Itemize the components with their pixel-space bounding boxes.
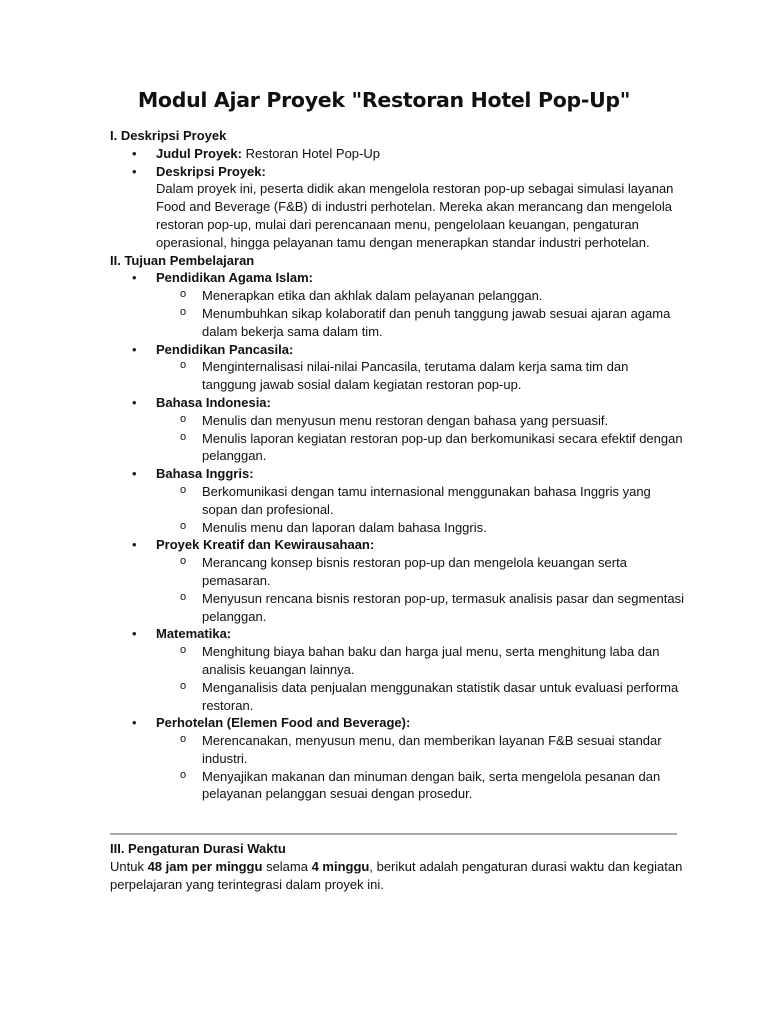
subject-objectives [156, 732, 685, 803]
judul-value: Restoran Hotel Pop-Up [241, 145, 380, 161]
deskripsi-text: Dalam proyek ini, peserta didik akan mengelola restoran pop-up sebagai simulasi layanan Food and Beverage (F&B) di industri perhotelan. Mereka akan merancang dan mengelola restoran pop-up, mulai dari perencanaan menu, pengelolaan keuangan, pengaturan operasional, hingga pelayanan tamu dengan menerapkan standar industri perhotelan. [156, 181, 674, 250]
subject-name: Perhotelan (Elemen Food and Beverage): [156, 715, 411, 731]
objective-item: o Menyajikan makanan dan minuman dengan baik, serta mengelola pesanan dan pelayanan pelanggan sesuai dengan prosedur. [110, 768, 685, 804]
objective-item: o Menginternalisasi nilai-nilai Pancasila, terutama dalam kerja sama tim dan tanggung jawab sosial dalam kegiatan restoran pop-up. [110, 358, 685, 394]
subject-item [110, 269, 685, 340]
document-body [110, 127, 685, 803]
subject-item [110, 714, 685, 803]
subject-name: Matematika: [156, 626, 232, 642]
section-2-heading: II. Tujuan Pembelajaran [110, 252, 255, 268]
list-item [110, 145, 685, 163]
objective-item: o Menulis menu dan laporan dalam bahasa Inggris. [110, 519, 685, 537]
objective-item: o Menumbuhkan sikap kolaboratif dan penuh tanggung jawab sesuai ajaran agama dalam bekerja sama dalam tim. [110, 305, 685, 341]
section-2-list [110, 269, 685, 803]
paragraph-text: , berikut adalah pengaturan durasi waktu dan kegiatan perpelajaran yang terintegrasi dalam proyek ini. [110, 858, 683, 892]
horizontal-divider [110, 833, 677, 835]
subject-item [110, 394, 685, 465]
subject-objectives [156, 358, 685, 394]
objective-item: o Merancang konsep bisnis restoran pop-up dan mengelola keuangan serta pemasaran. [110, 554, 685, 590]
paragraph-text: Untuk [110, 858, 148, 874]
objective-item: o Berkomunikasi dengan tamu internasional menggunakan bahasa Inggris yang sopan dan profesional. [110, 483, 685, 519]
objective-item: o Menulis laporan kegiatan restoran pop-up dan berkomunikasi secara efektif dengan pelanggan. [110, 430, 685, 466]
subject-objectives [156, 554, 685, 625]
objective-item: o Menulis dan menyusun menu restoran dengan bahasa yang persuasif. [110, 412, 685, 430]
subject-objectives [156, 412, 685, 465]
section-1-heading: I. Deskripsi Proyek [110, 128, 227, 143]
subject-name: Pendidikan Pancasila: [156, 341, 294, 357]
judul-label: Judul Proyek: [156, 145, 242, 161]
subject-objectives [156, 643, 685, 714]
paragraph-bold: 48 jam per minggu [147, 858, 263, 874]
objective-item: o Menghitung biaya bahan baku dan harga jual menu, serta menghitung laba dan analisis keuangan lainnya. [110, 643, 685, 679]
section-1-list [110, 145, 685, 252]
subject-item [110, 465, 685, 536]
deskripsi-label: Deskripsi Proyek: [156, 163, 266, 179]
paragraph-bold: 4 minggu [311, 858, 370, 874]
document-title: Modul Ajar Proyek "Restoran Hotel Pop-Up" [137, 88, 631, 112]
subject-name: Proyek Kreatif dan Kewirausahaan: [156, 537, 375, 553]
subject-name: Pendidikan Agama Islam: [156, 270, 314, 286]
subject-objectives [156, 287, 685, 340]
list-item [110, 163, 685, 252]
subject-objectives [156, 483, 685, 536]
objective-item: o Menganalisis data penjualan menggunakan statistik dasar untuk evaluasi performa restoran. [110, 679, 685, 715]
objective-item: o Menerapkan etika dan akhlak dalam pelayanan pelanggan. [110, 287, 685, 305]
objective-item: o Menyusun rencana bisnis restoran pop-up, termasuk analisis pasar dan segmentasi pelanggan. [110, 590, 685, 626]
subject-name: Bahasa Indonesia: [156, 394, 271, 410]
section-3 [110, 840, 685, 893]
subject-item [110, 625, 685, 714]
section-3-paragraph [110, 858, 685, 894]
section-3-heading: III. Pengaturan Durasi Waktu [110, 841, 286, 856]
objective-item: o Merencanakan, menyusun menu, dan memberikan layanan F&B sesuai standar industri. [110, 732, 685, 768]
subject-item [110, 536, 685, 625]
subject-name: Bahasa Inggris: [156, 466, 254, 482]
paragraph-text: selama [262, 858, 312, 874]
subject-item [110, 341, 685, 394]
